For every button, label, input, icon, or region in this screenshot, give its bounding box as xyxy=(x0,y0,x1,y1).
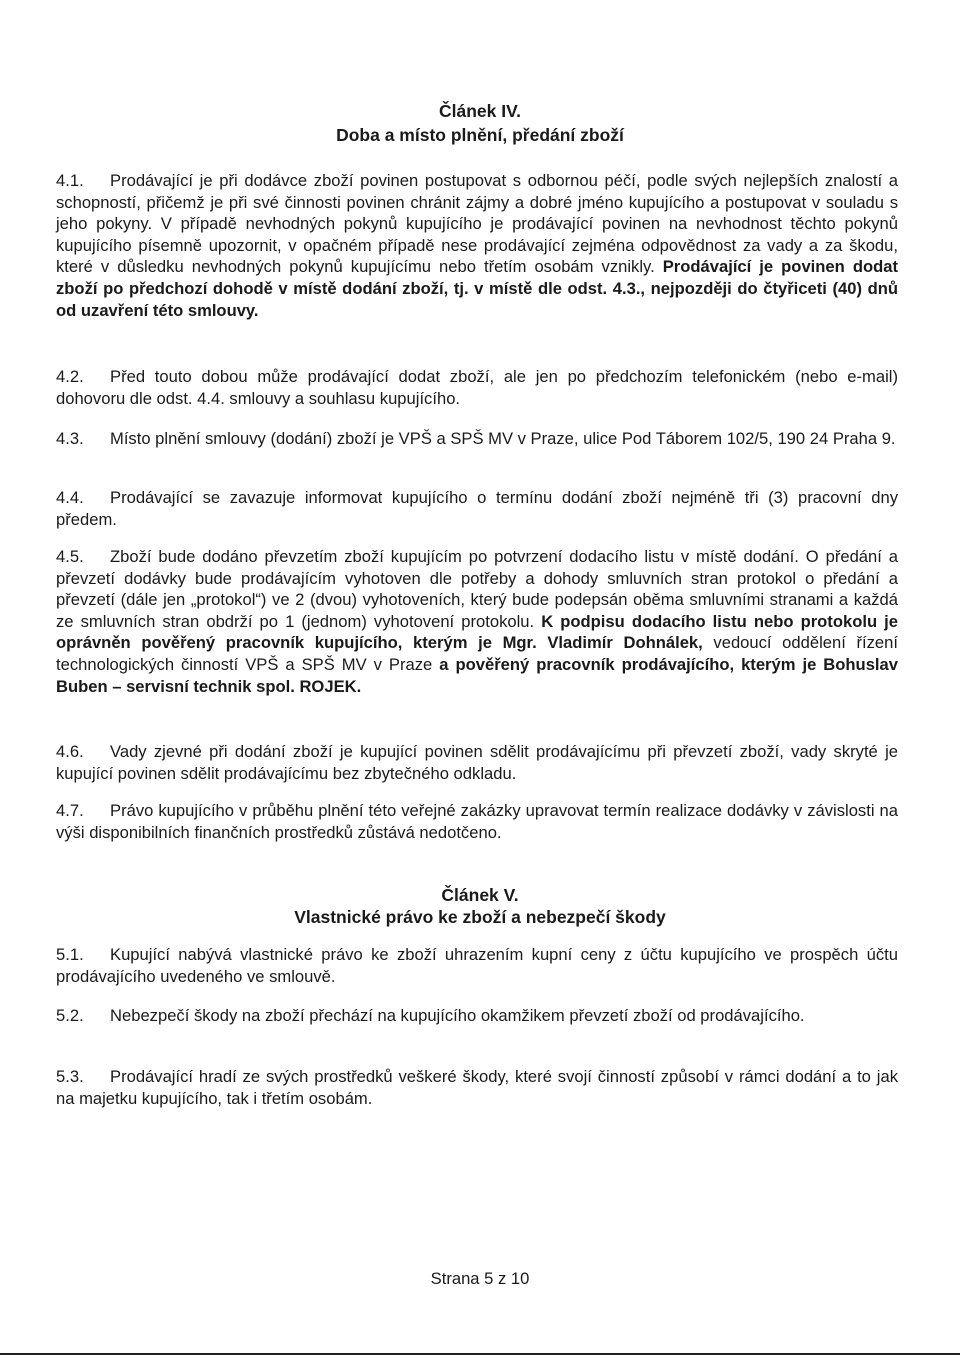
paragraph-text: Místo plnění smlouvy (dodání) zboží je VPŠ a SPŠ MV v Praze, ulice Pod Táborem 102/5, 190 24 Praha 9. xyxy=(110,429,896,448)
paragraph-text: Nebezpečí škody na zboží přechází na kupujícího okamžikem převzetí zboží od prodávajícího. xyxy=(110,1006,805,1025)
paragraph-number: 4.6. xyxy=(56,742,84,761)
paragraph-bold-text: Prodávající je povinen dodat zboží po předchozí dohodě v místě dodání zboží, tj. v místě dle odst. 4.3., nejpozději do čtyřiceti (40) dnů od uzavření této smlouvy. xyxy=(56,257,898,320)
paragraph-number: 4.5. xyxy=(56,547,84,566)
paragraph-text: Prodávající se zavazuje informovat kupujícího o termínu dodání zboží nejméně tři (3) pracovní dny předem. xyxy=(56,488,898,529)
paragraph-5-3 xyxy=(56,1066,898,1109)
paragraph-4-1 xyxy=(56,170,898,321)
paragraph-text: Vady zjevné při dodání zboží je kupující povinen sdělit prodávajícímu při převzetí zboží, vady skryté je kupující povinen sdělit prodávajícímu bez zbytečného odkladu. xyxy=(56,742,898,783)
article-4-subtitle: Doba a místo plnění, předání zboží xyxy=(336,125,624,145)
paragraph-text: Právo kupujícího v průběhu plnění této veřejné zakázky upravovat termín realizace dodávky v závislosti na výši disponibilních finančních prostředků zůstává nedotčeno. xyxy=(56,801,898,842)
paragraph-4-7 xyxy=(56,800,898,843)
paragraph-text: Zboží bude dodáno převzetím zboží kupujícím po potvrzení dodacího listu v místě dodání. O předání a převzetí dodávky bude prodávajícím vyhotoven dle potřeby a dohody smluvních stran protokol o předání a převzetí (dále jen „protokol“) ve 2 (dvou) vyhotoveních, který bude podepsán oběma smluvními stranami a každá ze smluvních stran obdrží po 1 (jednom) vyhotovení protokolu. xyxy=(56,547,898,631)
paragraph-5-1 xyxy=(56,944,898,987)
paragraph-text: vedoucí oddělení řízení technologických činností VPŠ a SPŠ MV v Praze xyxy=(56,633,898,674)
paragraph-4-3 xyxy=(56,428,898,450)
article-4-title: Článek IV. xyxy=(438,101,522,121)
paragraph-number: 5.2. xyxy=(56,1006,84,1025)
paragraph-text: Prodávající hradí ze svých prostředků veškeré škody, které svojí činností způsobí v rámci dodání a to jak na majetku kupujícího, tak i třetím osobám. xyxy=(56,1067,898,1108)
article-5-subtitle: Vlastnické právo ke zboží a nebezpečí škody xyxy=(294,907,666,927)
article-5-title: Článek V. xyxy=(441,885,519,905)
paragraph-4-5 xyxy=(56,546,898,697)
scan-edge-line xyxy=(0,1353,960,1355)
paragraph-number: 5.1. xyxy=(56,945,84,964)
paragraph-bold-text: a pověřený pracovník prodávajícího, kterým je Bohuslav Buben – servisní technik spol. ROJEK. xyxy=(56,654,898,696)
paragraph-number: 4.2. xyxy=(56,367,84,386)
paragraph-number: 4.1. xyxy=(56,171,84,190)
paragraph-number: 4.3. xyxy=(56,429,84,448)
paragraph-number: 4.4. xyxy=(56,488,84,507)
paragraph-bold-text: K podpisu dodacího listu nebo protokolu je oprávněn pověřený pracovník kupujícího, kterým je Mgr. Vladimír Dohnálek, xyxy=(56,611,898,653)
paragraph-text: Před touto dobou může prodávající dodat zboží, ale jen po předchozím telefonickém (nebo e-mail) dohovoru dle odst. 4.4. smlouvy a souhlasu kupujícího. xyxy=(56,367,898,408)
paragraph-text: Prodávající je při dodávce zboží povinen postupovat s odbornou péčí, podle svých nejlepších znalostí a schopností, přičemž je při své činnosti povinen chránit zájmy a dobré jméno kupujícího a postupovat v souladu s jeho pokyny. V případě nevhodných pokynů kupujícího je prodávající povinen na nevhodnost těchto pokynů kupujícího písemně upozornit, v opačném případě nese prodávající zejména odpovědnost za vady a za škodu, které v důsledku nevhodných pokynů kupujícímu nebo třetím osobám vznikly. xyxy=(56,171,898,277)
page-number: Strana 5 z 10 xyxy=(430,1269,530,1288)
paragraph-4-4 xyxy=(56,487,898,530)
paragraph-number: 5.3. xyxy=(56,1067,84,1086)
paragraph-4-6 xyxy=(56,741,898,784)
paragraph-number: 4.7. xyxy=(56,801,84,820)
paragraph-4-2 xyxy=(56,366,898,409)
paragraph-text: Kupující nabývá vlastnické právo ke zboží uhrazením kupní ceny z účtu kupujícího ve prospěch účtu prodávajícího uvedeného ve smlouvě. xyxy=(56,945,898,986)
paragraph-5-2 xyxy=(56,1005,898,1027)
